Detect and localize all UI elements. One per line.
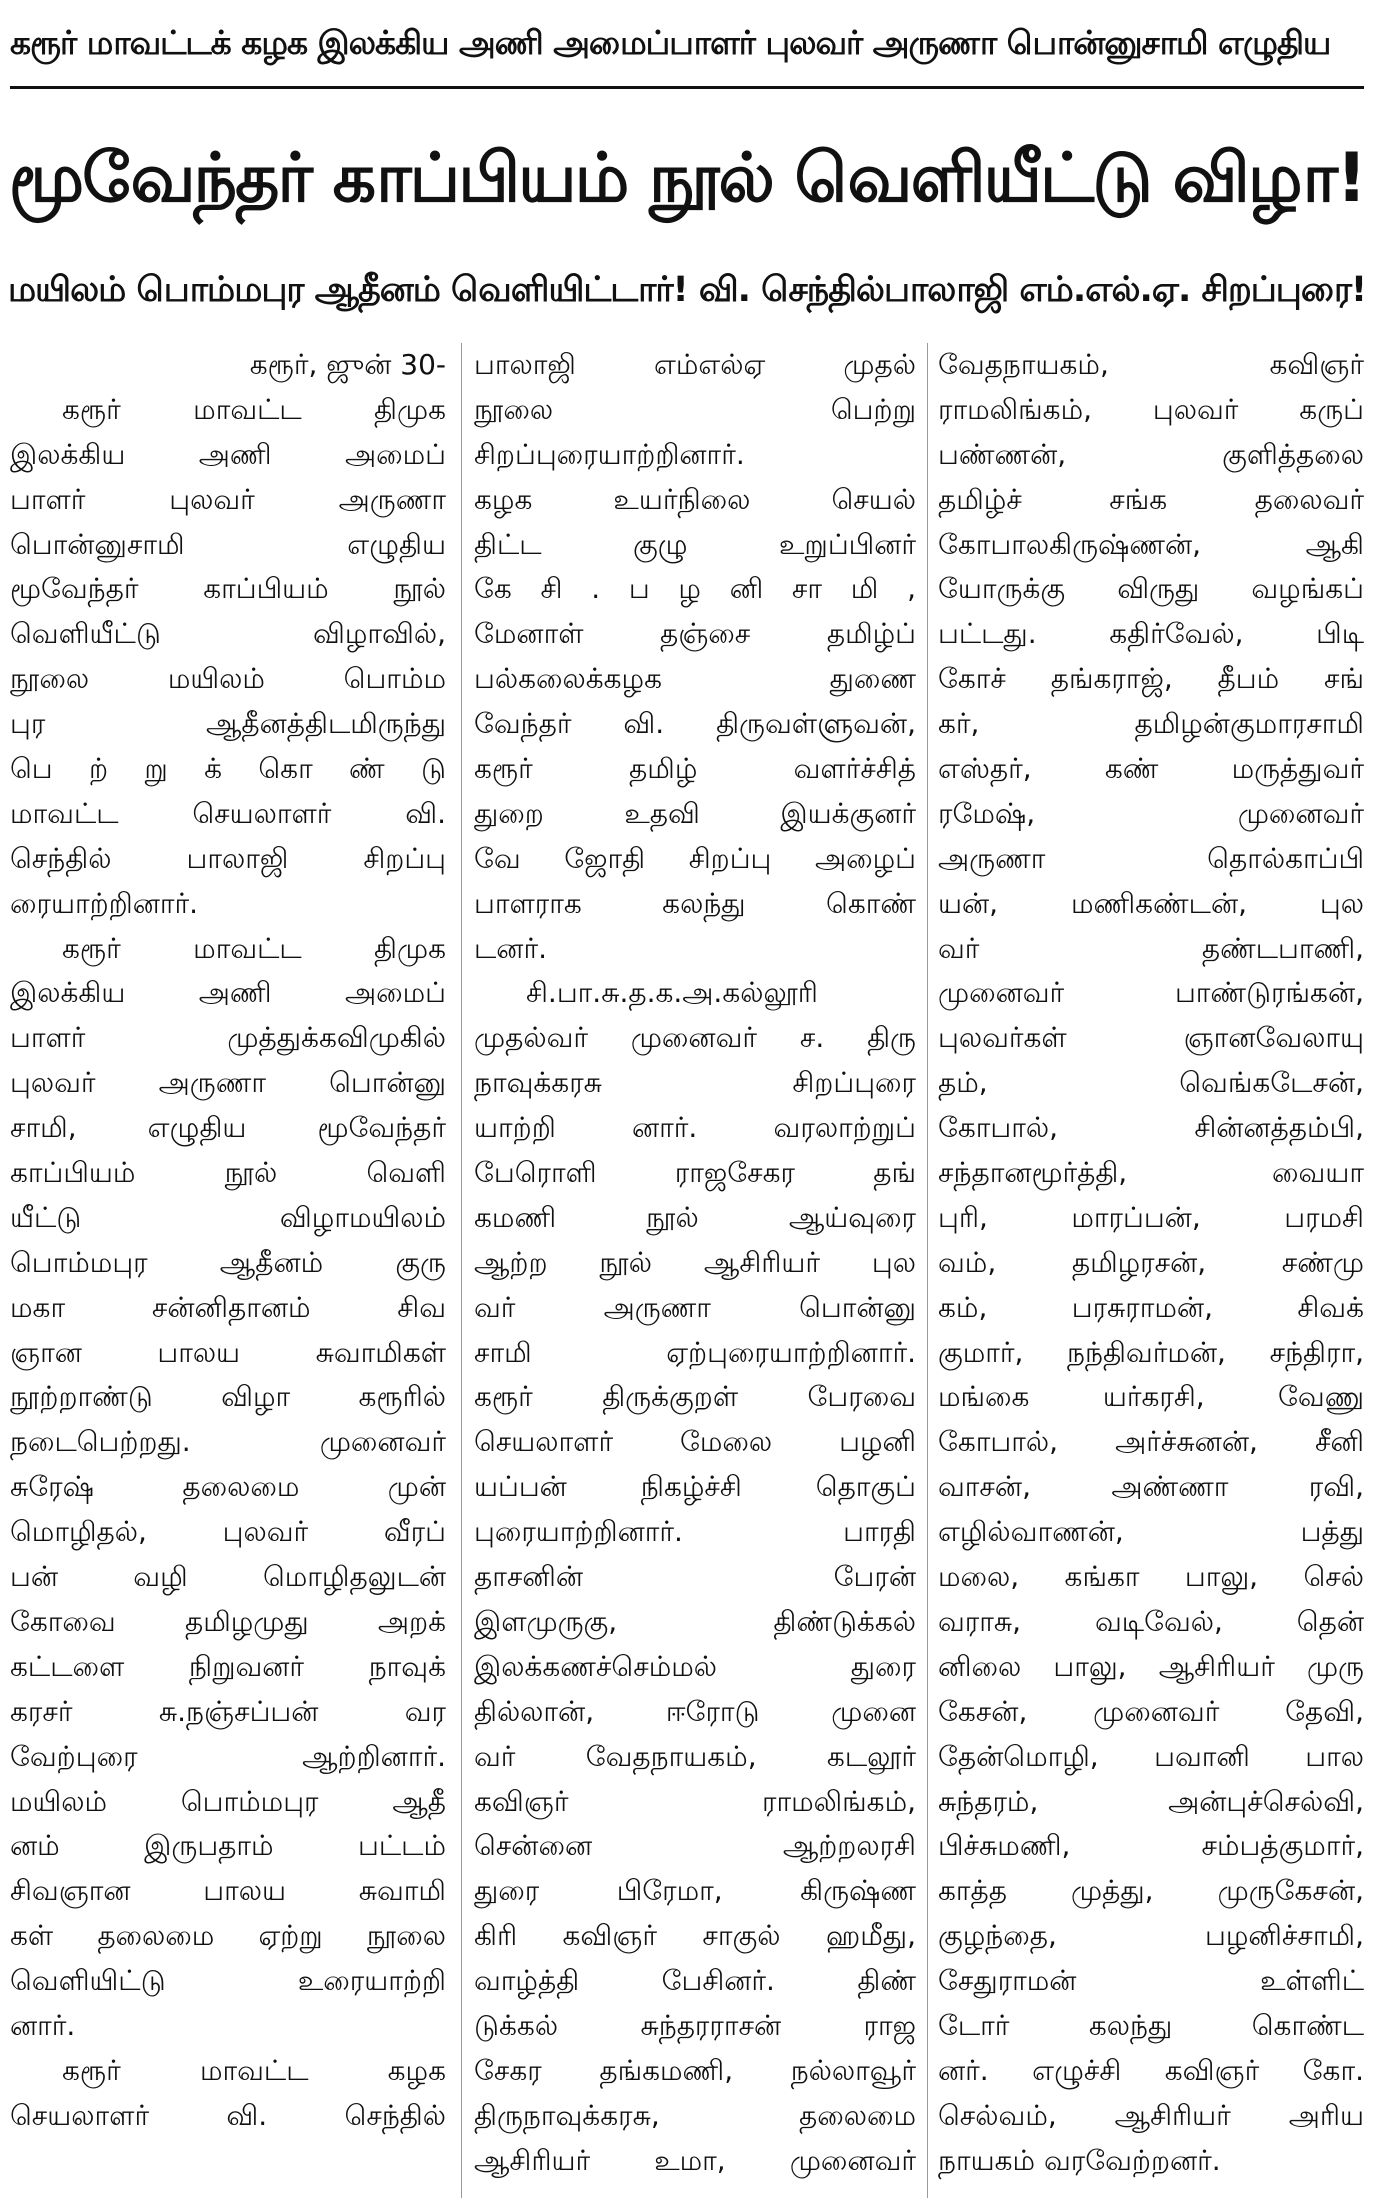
- article-text-line: வம், தமிழரசன், சண்மு: [938, 1245, 1364, 1279]
- article-text-line: ரையாற்றினார்.: [10, 886, 199, 920]
- article-text-line: மூவேந்தர் காப்பியம் நூல்: [10, 572, 446, 606]
- article-text-line: நூற்றாண்டு விழா கரூரில்: [10, 1380, 446, 1414]
- article-kicker: கரூர் மாவட்டக் கழக இலக்கிய அணி அமைப்பாளர் புலவர் அருணா பொன்னுசாமி எழுதிய: [10, 23, 1331, 62]
- article-text-line: கட்டளை நிறுவனர் நாவுக்: [10, 1649, 446, 1683]
- article-text-line: பட்டது. கதிர்வேல், பிடி: [938, 617, 1364, 651]
- article-text-line: வாழ்த்தி பேசினர். திண்: [474, 1964, 916, 1998]
- article-text-line: இலக்கணச்செம்மல் துரை: [474, 1649, 916, 1683]
- article-subheadline: மயிலம் பொம்மபுர ஆதீனம் வெளியிட்டார்! வி. செந்தில்பாலாஜி எம்.எல்.ஏ. சிறப்புரை!: [8, 270, 1366, 310]
- article-text-line: கரூர் மாவட்ட திமுக: [62, 931, 446, 965]
- article-text-line: மகா சன்னிதானம் சிவ: [10, 1290, 446, 1324]
- article-text-line: ஞான பாலய சுவாமிகள்: [10, 1335, 446, 1369]
- article-text-line: சேகர தங்கமணி, நல்லாவூர்: [474, 2053, 916, 2087]
- article-text-line: முதல்வர் முனைவர் ச. திரு: [474, 1021, 916, 1055]
- article-text-line: குமார், நந்திவர்மன், சந்திரா,: [938, 1335, 1364, 1369]
- article-text-line: பல்கலைக்கழக துணை: [474, 662, 916, 696]
- article-text-line: ராமலிங்கம், புலவர் கருப்: [938, 392, 1364, 426]
- article-text-line: சாமி, எழுதிய மூவேந்தர்: [10, 1111, 446, 1145]
- article-text-line: டனர்.: [474, 931, 547, 965]
- article-text-line: கோபால், அர்ச்சுனன், சீனி: [938, 1425, 1364, 1459]
- article-text-line: கரூர், ஜுன் 30-: [249, 348, 446, 381]
- article-text-line: கமணி நூல் ஆய்வுரை: [474, 1200, 916, 1234]
- article-text-line: னிலை பாலு, ஆசிரியர் முரு: [938, 1649, 1364, 1683]
- article-headline: மூவேந்தர் காப்பியம் நூல் வெளியீட்டு விழா!: [8, 139, 1366, 218]
- article-text-line: மாவட்ட செயலாளர் வி.: [10, 796, 446, 830]
- article-text-line: பன் வழி மொழிதலுடன்: [10, 1560, 446, 1594]
- article-text-line: வேற்புரை ஆற்றினார்.: [10, 1739, 446, 1773]
- article-text-line: காப்பியம் நூல் வெளி: [10, 1156, 446, 1190]
- article-text-line: இலக்கிய அணி அமைப்: [10, 976, 446, 1010]
- article-text-line: மேனாள் தஞ்சை தமிழ்ப்: [474, 617, 916, 651]
- article-text-line: காத்த முத்து, முருகேசன்,: [938, 1874, 1364, 1908]
- article-text-line: கள் தலைமை ஏற்று நூலை: [10, 1919, 446, 1953]
- article-text-line: பாளர் முத்துக்கவிமுகில்: [10, 1021, 446, 1055]
- article-text-line: வர் அருணா பொன்னு: [474, 1290, 916, 1324]
- article-text-line: கரூர் தமிழ் வளர்ச்சித்: [474, 752, 916, 786]
- article-text-line: வேதநாயகம், கவிஞர்: [938, 348, 1364, 381]
- article-text-line: சிவஞான பாலய சுவாமி: [10, 1874, 446, 1908]
- article-text-line: ஆற்ற நூல் ஆசிரியர் புல: [474, 1245, 916, 1279]
- article-text-line: எழில்வாணன், பத்து: [938, 1515, 1364, 1549]
- article-text-line: தாசனின் பேரன்: [474, 1560, 916, 1594]
- kicker-rule: [10, 86, 1364, 89]
- article-text-line: நூலை மயிலம் பொம்ம: [10, 662, 446, 696]
- article-text-line: கவிஞர் ராமலிங்கம்,: [474, 1784, 916, 1818]
- article-text-line: அருணா தொல்காப்பி: [938, 841, 1364, 875]
- article-text-line: சி.பா.சு.த.க.அ.கல்லூரி: [526, 976, 818, 1010]
- article-text-line: மயிலம் பொம்மபுர ஆதீ: [10, 1784, 446, 1818]
- article-text-line: புரி, மாரப்பன், பரமசி: [938, 1200, 1364, 1234]
- article-text-line: நடைபெற்றது. முனைவர்: [10, 1425, 446, 1459]
- article-text-line: நாயகம் வரவேற்றனர்.: [938, 2143, 1221, 2177]
- article-text-line: பெ ற் று க் கொ ண் டு: [10, 752, 446, 786]
- article-text-line: ரமேஷ், முனைவர்: [938, 796, 1364, 830]
- article-text-line: பேரொளி ராஜசேகர தங்: [474, 1156, 916, 1190]
- article-text-line: னம் இருபதாம் பட்டம்: [10, 1829, 446, 1863]
- article-text-line: பொம்மபுர ஆதீனம் குரு: [10, 1245, 446, 1279]
- article-text-line: கிரி கவிஞர் சாகுல் ஹமீது,: [474, 1919, 916, 1953]
- article-text-line: நூலை பெற்று: [474, 392, 916, 426]
- article-text-line: கர், தமிழன்குமாரசாமி: [938, 707, 1364, 741]
- article-text-line: யாற்றி னார். வரலாற்றுப்: [474, 1111, 916, 1145]
- article-text-line: சாமி ஏற்புரையாற்றினார்.: [474, 1335, 916, 1369]
- article-column-2: [474, 343, 916, 2198]
- article-text-line: எஸ்தர், கண் மருத்துவர்: [938, 752, 1364, 786]
- article-text-line: செயலாளர் வி. செந்தில்: [10, 2098, 446, 2132]
- article-text-line: யோருக்கு விருது வழங்கப்: [938, 572, 1364, 606]
- column-divider: [461, 343, 462, 2198]
- article-body: [10, 343, 1364, 2198]
- article-text-line: கேசன், முனைவர் தேவி,: [938, 1694, 1364, 1728]
- article-text-line: கம், பரசுராமன், சிவக்: [938, 1290, 1364, 1324]
- article-text-line: கோவை தமிழமுது அறக்: [10, 1604, 446, 1638]
- article-text-line: சேதுராமன் உள்ளிட்: [938, 1964, 1364, 1998]
- article-text-line: வெளியீட்டு விழாவில்,: [10, 617, 446, 651]
- article-text-line: கே சி . ப ழ னி சா மி ,: [474, 572, 916, 606]
- article-text-line: கோபாலகிருஷ்ணன், ஆகி: [938, 527, 1364, 561]
- article-text-line: பாலாஜி எம்எல்ஏ முதல்: [474, 348, 916, 381]
- article-text-line: செயலாளர் மேலை பழனி: [474, 1425, 916, 1459]
- article-text-line: தில்லான், ஈரோடு முனை: [474, 1694, 916, 1728]
- article-text-line: வே ஜோதி சிறப்பு அழைப்: [474, 841, 916, 875]
- article-text-line: கரூர் மாவட்ட கழக: [62, 2053, 446, 2087]
- article-text-line: பாளர் புலவர் அருணா: [10, 482, 446, 516]
- article-text-line: சுந்தரம், அன்புச்செல்வி,: [938, 1784, 1364, 1818]
- article-text-line: வெளியிட்டு உரையாற்றி: [10, 1964, 446, 1998]
- article-text-line: னர். எழுச்சி கவிஞர் கோ.: [938, 2053, 1364, 2087]
- article-text-line: புலவர்கள் ஞானவேலாயு: [938, 1021, 1364, 1055]
- article-text-line: மலை, கங்கா பாலு, செல்: [938, 1560, 1364, 1594]
- article-text-line: னார்.: [10, 2008, 76, 2042]
- article-text-line: யன், மணிகண்டன், புல: [938, 886, 1364, 920]
- article-column-3: [938, 343, 1364, 2198]
- article-text-line: பிச்சுமணி, சம்பத்குமார்,: [938, 1829, 1364, 1863]
- article-text-line: கரூர் மாவட்ட திமுக: [62, 392, 446, 426]
- article-text-line: டுக்கல் சுந்தரராசன் ராஜ: [474, 2008, 916, 2042]
- article-text-line: செல்வம், ஆசிரியர் அரிய: [938, 2098, 1364, 2132]
- article-text-line: டோர் கலந்து கொண்ட: [938, 2008, 1364, 2042]
- article-text-line: யீட்டு விழாமயிலம்: [10, 1200, 446, 1234]
- article-text-line: முனைவர் பாண்டுரங்கன்,: [938, 976, 1364, 1010]
- article-text-line: புரையாற்றினார். பாரதி: [474, 1515, 916, 1549]
- article-text-line: யப்பன் நிகழ்ச்சி தொகுப்: [474, 1470, 916, 1504]
- article-text-line: கழக உயர்நிலை செயல்: [474, 482, 916, 516]
- article-text-line: புலவர் அருணா பொன்னு: [10, 1066, 446, 1100]
- article-text-line: துறை உதவி இயக்குனர்: [474, 796, 916, 830]
- article-text-line: சுரேஷ் தலைமை முன்: [10, 1470, 446, 1504]
- article-text-line: குழந்தை, பழனிச்சாமி,: [938, 1919, 1364, 1953]
- article-text-line: வராசு, வடிவேல், தென்: [938, 1604, 1364, 1638]
- article-text-line: கரூர் திருக்குறள் பேரவை: [474, 1380, 916, 1414]
- article-text-line: தேன்மொழி, பவானி பால: [938, 1739, 1364, 1773]
- article-text-line: திட்ட குழு உறுப்பினர்: [474, 527, 916, 561]
- article-text-line: சென்னை ஆற்றலரசி: [474, 1829, 916, 1863]
- article-text-line: இலக்கிய அணி அமைப்: [10, 437, 446, 471]
- article-text-line: சந்தானமூர்த்தி, வையா: [938, 1156, 1364, 1190]
- article-text-line: துரை பிரேமா, கிருஷ்ண: [474, 1874, 916, 1908]
- article-text-line: புர ஆதீனத்திடமிருந்து: [10, 707, 446, 741]
- article-text-line: மொழிதல், புலவர் வீரப்: [10, 1515, 446, 1549]
- column-divider: [927, 343, 928, 2198]
- article-text-line: கோச் தங்கராஜ், தீபம் சங்: [938, 662, 1364, 696]
- article-text-line: வாசன், அண்ணா ரவி,: [938, 1470, 1364, 1504]
- article-text-line: தம், வெங்கடேசன்,: [938, 1066, 1364, 1100]
- article-text-line: செந்தில் பாலாஜி சிறப்பு: [10, 841, 446, 875]
- article-text-line: திருநாவுக்கரசு, தலைமை: [474, 2098, 916, 2132]
- article-text-line: கரசர் சு.நஞ்சப்பன் வர: [10, 1694, 446, 1728]
- article-text-line: பண்ணன், குளித்தலை: [938, 437, 1364, 471]
- article-text-line: பாளராக கலந்து கொண்: [474, 886, 916, 920]
- article-text-line: கோபால், சின்னத்தம்பி,: [938, 1111, 1364, 1145]
- article-text-line: சிறப்புரையாற்றினார்.: [474, 437, 745, 471]
- article-text-line: நாவுக்கரசு சிறப்புரை: [474, 1066, 916, 1100]
- article-text-line: மங்கை யர்கரசி, வேணு: [938, 1380, 1364, 1414]
- article-text-line: ஆசிரியர் உமா, முனைவர்: [474, 2143, 916, 2177]
- article-text-line: தமிழ்ச் சங்க தலைவர்: [938, 482, 1364, 516]
- article-text-line: வேந்தர் வி. திருவள்ளுவன்,: [474, 707, 916, 741]
- article-text-line: இளமுருகு, திண்டுக்கல்: [474, 1604, 916, 1638]
- article-column-1: [10, 343, 446, 2198]
- article-text-line: வர் வேதநாயகம், கடலூர்: [474, 1739, 916, 1773]
- article-text-line: பொன்னுசாமி எழுதிய: [10, 527, 446, 561]
- article-text-line: வர் தண்டபாணி,: [938, 931, 1364, 965]
